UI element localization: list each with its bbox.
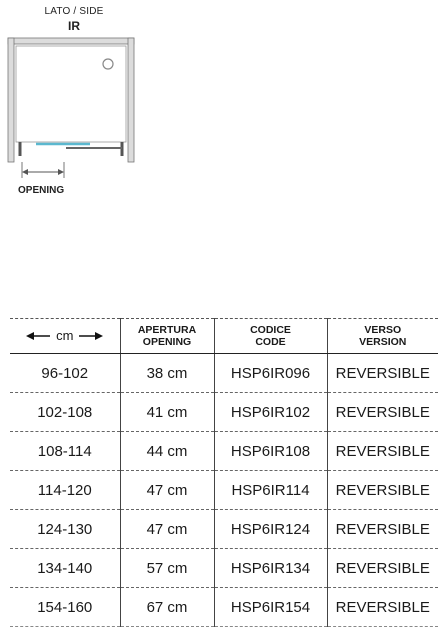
shower-plan-drawing [0,0,160,210]
arrow-right-icon [79,331,103,341]
header-version-en: VERSION [359,336,407,348]
cell-version: REVERSIBLE [327,588,438,627]
header-width-unit: cm [56,328,74,343]
left-wall [8,38,14,162]
cell-code: HSP6IR124 [214,510,327,549]
header-width [10,319,120,354]
cell-opening: 44 cm [120,432,214,471]
cell-code: HSP6IR154 [214,588,327,627]
right-wall [128,38,134,162]
cell-width: 134-140 [10,549,120,588]
cell-opening: 57 cm [120,549,214,588]
cell-version: REVERSIBLE [327,354,438,393]
arrow-left-icon [22,169,28,175]
cell-code: HSP6IR108 [214,432,327,471]
side-label: LATO / SIDE [44,6,104,17]
table-row [10,354,438,393]
spec-table [10,318,438,627]
cell-opening: 38 cm [120,354,214,393]
header-code-en: CODE [255,336,286,348]
cell-opening: 67 cm [120,588,214,627]
header-version [327,319,438,354]
side-code: IR [68,19,80,33]
cell-opening: 47 cm [120,471,214,510]
arrow-right-icon [58,169,64,175]
cell-opening: 41 cm [120,393,214,432]
header-code [214,319,327,354]
cell-width: 154-160 [10,588,120,627]
cell-code: HSP6IR096 [214,354,327,393]
opening-label: OPENING [18,185,65,196]
table-row [10,393,438,432]
cell-code: HSP6IR134 [214,549,327,588]
cell-version: REVERSIBLE [327,510,438,549]
drain-icon [103,59,113,69]
table-row [10,549,438,588]
header-code-it: CODICE [250,324,291,336]
header-version-it: VERSO [364,324,402,336]
cell-width: 114-120 [10,471,120,510]
table-row [10,510,438,549]
cell-width: 102-108 [10,393,120,432]
header-opening-it: APERTURA [137,324,197,336]
back-wall [8,38,134,44]
cell-version: REVERSIBLE [327,393,438,432]
cell-version: REVERSIBLE [327,432,438,471]
table-row [10,588,438,627]
header-opening [120,319,214,354]
cell-version: REVERSIBLE [327,471,438,510]
cell-code: HSP6IR114 [214,471,327,510]
cell-width: 108-114 [10,432,120,471]
shower-plan-diagram [0,0,160,210]
cell-version: REVERSIBLE [327,549,438,588]
cell-code: HSP6IR102 [214,393,327,432]
arrow-left-icon [26,331,50,341]
cell-opening: 47 cm [120,510,214,549]
table-row [10,432,438,471]
cell-width: 96-102 [10,354,120,393]
header-opening-en: OPENING [142,336,192,348]
cell-width: 124-130 [10,510,120,549]
table-header-row [10,319,438,354]
table-row [10,471,438,510]
